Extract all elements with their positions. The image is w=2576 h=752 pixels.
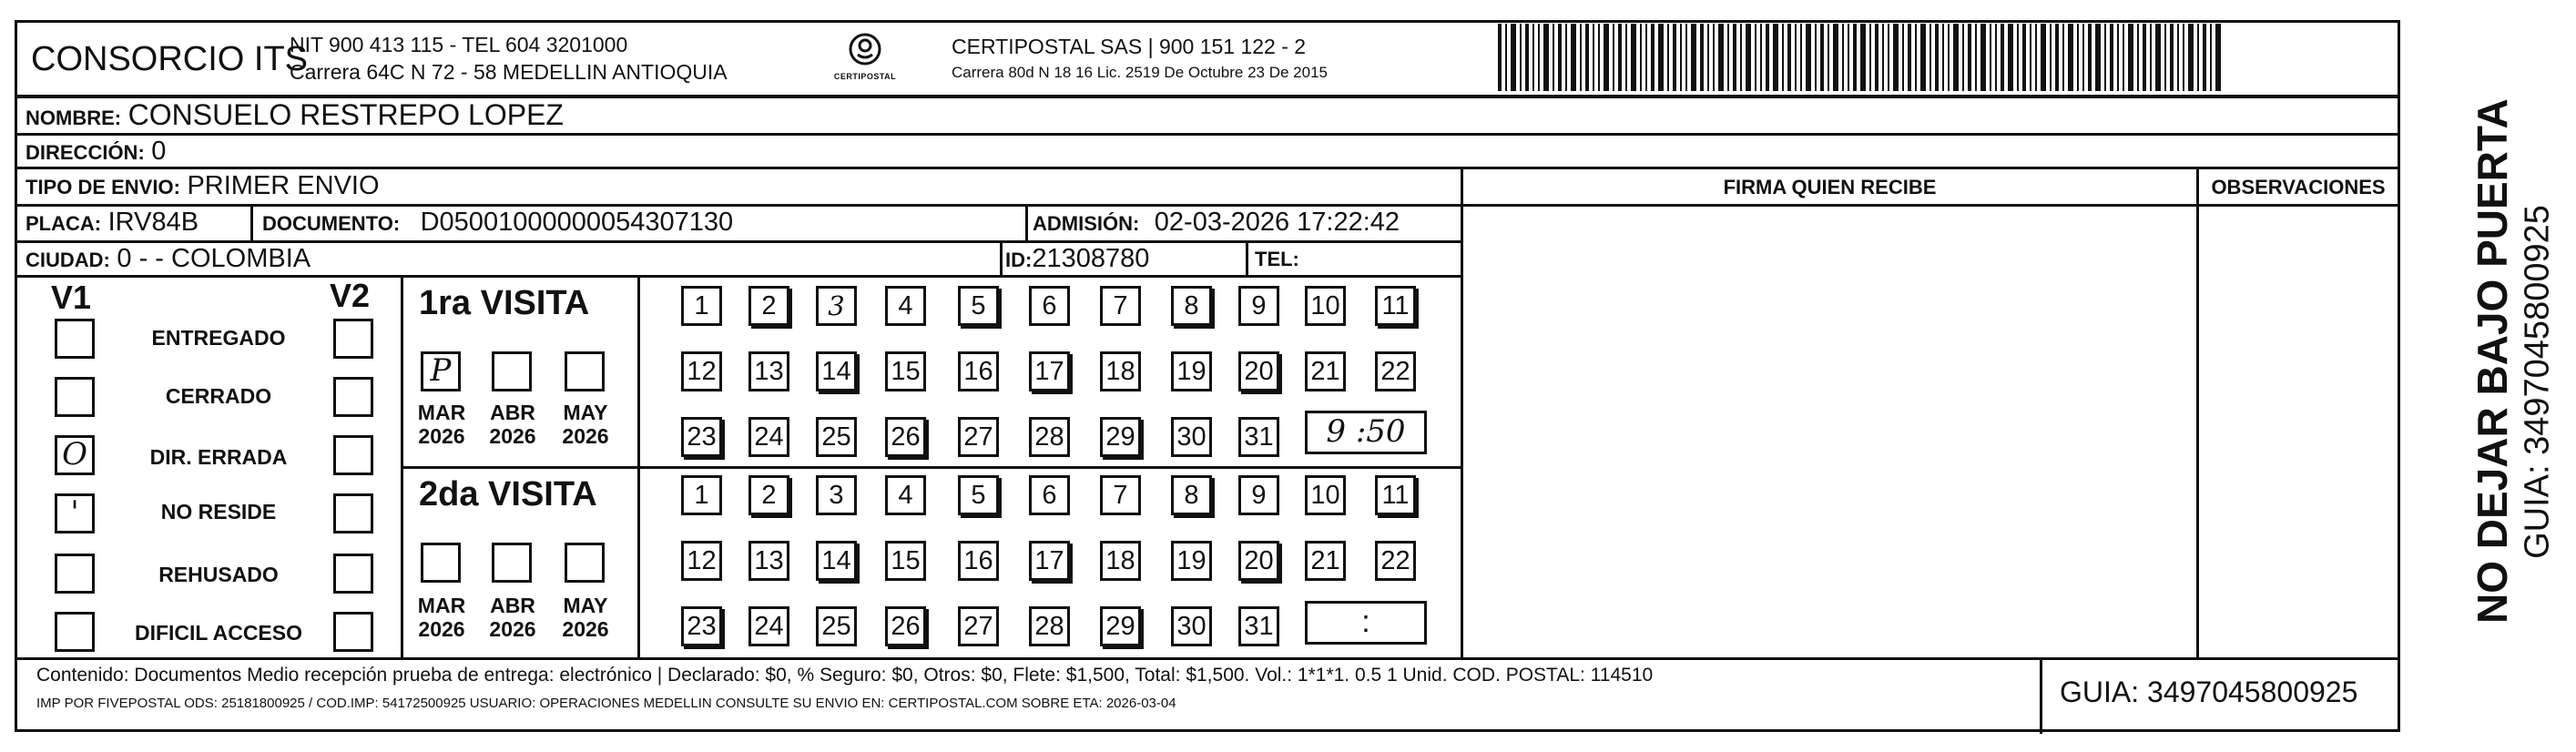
documento-label: DOCUMENTO: — [262, 212, 401, 235]
visit1-day-21[interactable]: 21 — [1305, 351, 1346, 391]
barcode — [1498, 24, 2226, 91]
visit2-title: 2da VISITA — [419, 475, 597, 513]
visit2-day-28[interactable]: 28 — [1029, 606, 1070, 646]
visit1-day-26[interactable]: 26 — [885, 417, 926, 457]
id-cell — [1005, 244, 1149, 274]
nombre-label: NOMBRE: — [25, 107, 122, 129]
logo-icon — [847, 31, 883, 67]
visit2-day-3[interactable]: 3 — [816, 475, 857, 515]
visit2-day-19[interactable]: 19 — [1171, 541, 1212, 581]
visit2-day-31[interactable]: 31 — [1238, 606, 1279, 646]
tel-label: TEL: — [1255, 248, 1299, 270]
v1-dir-errada-checkbox[interactable]: O — [55, 435, 95, 475]
visit1-day-23[interactable]: 23 — [681, 417, 722, 457]
v1-entregado-checkbox[interactable] — [55, 319, 95, 359]
visit2-may-checkbox[interactable] — [565, 543, 605, 583]
visit2-day-27[interactable]: 27 — [958, 606, 999, 646]
logo-text: CERTIPOSTAL — [833, 72, 897, 81]
tipo-value: PRIMER ENVIO — [187, 171, 380, 200]
visit1-day-4[interactable]: 4 — [885, 286, 926, 326]
visit1-day-16[interactable]: 16 — [958, 351, 999, 391]
visit1-month-may: MAY 2026 — [562, 401, 609, 448]
v1-cerrado-checkbox[interactable] — [55, 377, 95, 417]
reason-rehusado: REHUSADO — [158, 563, 279, 586]
id-label: ID: — [1005, 249, 1033, 271]
firma-header: FIRMA QUIEN RECIBE — [1723, 176, 1937, 198]
v2-label: V2 — [330, 277, 371, 314]
visit2-day-13[interactable]: 13 — [748, 541, 789, 581]
imp-line: IMP POR FIVEPOSTAL ODS: 25181800925 / COD.IMP: 54172500925 USUARIO: OPERACIONES MEDELLIN CONSULTE SU ENVIO EN: CERTIPOSTAL.COM SOBRE ETA: 2026-03-04 — [36, 696, 1176, 711]
visit1-day-29[interactable]: 29 — [1100, 417, 1141, 457]
visit2-day-5[interactable]: 5 — [958, 475, 999, 515]
side-guia-text: GUIA: 3497045800925 — [2518, 205, 2557, 559]
visit2-month-may: MAY 2026 — [562, 594, 609, 641]
visit2-day-20[interactable]: 20 — [1238, 541, 1279, 581]
visit1-day-5[interactable]: 5 — [958, 286, 999, 326]
visit2-day-1[interactable]: 1 — [681, 475, 722, 515]
visit2-day-11[interactable]: 11 — [1375, 475, 1416, 515]
footer-guia: GUIA: 3497045800925 — [2060, 676, 2358, 708]
visit1-mar-checkbox[interactable]: P — [421, 351, 461, 391]
visit1-day-3[interactable]: 3 — [816, 286, 857, 326]
nit-line: NIT 900 413 115 - TEL 604 3201000 — [290, 33, 628, 56]
v1-no-reside-checkbox[interactable]: ' — [55, 493, 95, 534]
visit2-day-29[interactable]: 29 — [1100, 606, 1141, 646]
visit1-day-18[interactable]: 18 — [1100, 351, 1141, 391]
reason-no-reside: NO RESIDE — [160, 500, 277, 523]
visit2-day-9[interactable]: 9 — [1238, 475, 1279, 515]
visit2-day-24[interactable]: 24 — [748, 606, 789, 646]
visit2-day-15[interactable]: 15 — [885, 541, 926, 581]
visit2-day-23[interactable]: 23 — [681, 606, 722, 646]
visit1-day-20[interactable]: 20 — [1238, 351, 1279, 391]
visit1-day-28[interactable]: 28 — [1029, 417, 1070, 457]
visit1-day-9[interactable]: 9 — [1238, 286, 1279, 326]
direccion-row — [25, 137, 166, 167]
carrier-line: CERTIPOSTAL SAS | 900 151 122 - 2 — [952, 35, 1307, 58]
visit1-month-abr: ABR 2026 — [489, 401, 536, 448]
visit1-abr-checkbox[interactable] — [492, 351, 532, 391]
visit2-day-14[interactable]: 14 — [816, 541, 857, 581]
visit1-day-31[interactable]: 31 — [1238, 417, 1279, 457]
visit1-day-14[interactable]: 14 — [816, 351, 857, 391]
visit1-day-25[interactable]: 25 — [816, 417, 857, 457]
documento-cell — [262, 208, 733, 238]
v2-cerrado-checkbox[interactable] — [333, 377, 373, 417]
visit1-day-19[interactable]: 19 — [1171, 351, 1212, 391]
direccion-label: DIRECCIÓN: — [25, 141, 145, 164]
reason-cerrado: CERRADO — [165, 384, 272, 408]
visit2-day-8[interactable]: 8 — [1171, 475, 1212, 515]
id-value: 21308780 — [1032, 244, 1150, 273]
placa-label: PLACA: — [25, 212, 102, 235]
visit1-day-6[interactable]: 6 — [1029, 286, 1070, 326]
v2-no-reside-checkbox[interactable] — [333, 493, 373, 534]
visit2-day-18[interactable]: 18 — [1100, 541, 1141, 581]
tipo-label: TIPO DE ENVIO: — [25, 176, 180, 198]
visit2-day-26[interactable]: 26 — [885, 606, 926, 646]
direccion-value: 0 — [151, 137, 167, 166]
visit2-day-6[interactable]: 6 — [1029, 475, 1070, 515]
reason-dificil-acceso: DIFICIL ACCESO — [134, 621, 302, 645]
v1-dificil-acceso-checkbox[interactable] — [55, 612, 95, 652]
company-name: CONSORCIO ITS — [31, 40, 309, 78]
nombre-row — [25, 98, 564, 132]
visit1-day-24[interactable]: 24 — [748, 417, 789, 457]
placa-value: IRV84B — [107, 208, 199, 237]
contenido-line: Contenido: Documentos Medio recepción prueba de entrega: electrónico | Declarado: $0, % Seguro: $0, Otros: $0, Flete: $1,500, Total: $1,500. Vol.: 1*1*1. 0.5 1 Unid. COD. POSTAL: 114510 — [36, 665, 1654, 686]
visit1-day-27[interactable]: 27 — [958, 417, 999, 457]
admision-label: ADMISIÓN: — [1033, 212, 1140, 235]
visit2-day-17[interactable]: 17 — [1029, 541, 1070, 581]
visit1-day-1[interactable]: 1 — [681, 286, 722, 326]
certipostal-logo — [833, 31, 897, 89]
visit1-day-10[interactable]: 10 — [1305, 286, 1346, 326]
visit2-day-30[interactable]: 30 — [1171, 606, 1212, 646]
visit1-day-12[interactable]: 12 — [681, 351, 722, 391]
visit1-day-30[interactable]: 30 — [1171, 417, 1212, 457]
side-panel — [2415, 98, 2570, 634]
reason-entregado: ENTREGADO — [151, 326, 286, 350]
visit2-day-16[interactable]: 16 — [958, 541, 999, 581]
visit1-month-mar: MAR 2026 — [417, 401, 466, 448]
visit1-day-15[interactable]: 15 — [885, 351, 926, 391]
visit1-time-box[interactable]: 9 :50 — [1305, 411, 1427, 454]
visit2-time-box[interactable]: : — [1305, 601, 1427, 645]
visit2-day-10[interactable]: 10 — [1305, 475, 1346, 515]
v1-label: V1 — [51, 279, 92, 316]
reason-dir-errada: DIR. ERRADA — [149, 445, 288, 469]
visit1-day-17[interactable]: 17 — [1029, 351, 1070, 391]
documento-value: D05001000000054307130 — [420, 208, 734, 237]
nombre-value: CONSUELO RESTREPO LOPEZ — [127, 98, 564, 131]
ciudad-row — [25, 244, 311, 274]
v2-dificil-acceso-checkbox[interactable] — [333, 612, 373, 652]
tipo-row — [25, 171, 380, 201]
carrier-address: Carrera 80d N 18 16 Lic. 2519 De Octubre 23 De 2015 — [952, 64, 1328, 81]
ciudad-label: CIUDAD: — [25, 249, 110, 271]
v2-rehusado-checkbox[interactable] — [333, 554, 373, 594]
ciudad-value: 0 - - COLOMBIA — [117, 244, 311, 273]
visit2-day-21[interactable]: 21 — [1305, 541, 1346, 581]
visit1-day-11[interactable]: 11 — [1375, 286, 1416, 326]
visit2-day-2[interactable]: 2 — [748, 475, 789, 515]
visit2-day-7[interactable]: 7 — [1100, 475, 1141, 515]
visit1-day-2[interactable]: 2 — [748, 286, 789, 326]
placa-row — [25, 208, 199, 238]
visit2-abr-checkbox[interactable] — [492, 543, 532, 583]
visit2-month-abr: ABR 2026 — [489, 594, 536, 641]
address-line: Carrera 64C N 72 - 58 MEDELLIN ANTIOQUIA — [290, 60, 728, 84]
visit2-day-25[interactable]: 25 — [816, 606, 857, 646]
visit2-day-22[interactable]: 22 — [1375, 541, 1416, 581]
admision-cell — [1033, 208, 1400, 238]
visit1-may-checkbox[interactable] — [565, 351, 605, 391]
visit2-month-mar: MAR 2026 — [417, 594, 466, 641]
v1-rehusado-checkbox[interactable] — [55, 554, 95, 594]
visit2-day-4[interactable]: 4 — [885, 475, 926, 515]
observaciones-header: OBSERVACIONES — [2211, 176, 2386, 198]
admision-value: 02-03-2026 17:22:42 — [1154, 208, 1400, 237]
v2-dir-errada-checkbox[interactable] — [333, 435, 373, 475]
visit1-day-8[interactable]: 8 — [1171, 286, 1212, 326]
side-main-text: NO DEJAR BAJO PUERTA — [2469, 98, 2516, 624]
visit2-mar-checkbox[interactable] — [421, 543, 461, 583]
visit1-day-13[interactable]: 13 — [748, 351, 789, 391]
visit1-title: 1ra VISITA — [419, 284, 590, 322]
visit1-day-22[interactable]: 22 — [1375, 351, 1416, 391]
v2-entregado-checkbox[interactable] — [333, 319, 373, 359]
visit2-day-12[interactable]: 12 — [681, 541, 722, 581]
visit1-day-7[interactable]: 7 — [1100, 286, 1141, 326]
